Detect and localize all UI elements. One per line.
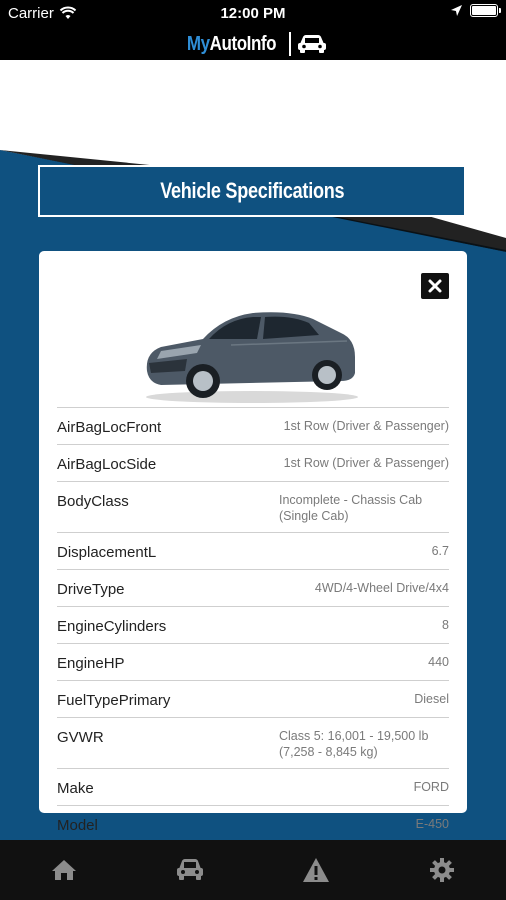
spec-label: FuelTypePrimary bbox=[57, 692, 171, 709]
spec-row bbox=[57, 407, 449, 444]
status-time: 12:00 PM bbox=[220, 5, 286, 22]
spec-label: AirBagLocFront bbox=[57, 419, 162, 436]
specs-list bbox=[57, 407, 449, 842]
spec-row bbox=[57, 569, 449, 606]
page-title: Vehicle Specifications bbox=[159, 178, 345, 203]
spec-row bbox=[57, 532, 449, 569]
spec-row bbox=[57, 444, 449, 481]
logo-text: MyAutoInfo bbox=[186, 32, 276, 55]
spec-row bbox=[57, 717, 449, 768]
spec-value: 4WD/4-Wheel Drive/4x4 bbox=[314, 581, 449, 595]
bottom-tab-bar bbox=[0, 840, 506, 900]
spec-row bbox=[57, 481, 449, 532]
app-logo bbox=[0, 30, 506, 58]
tab-alerts[interactable] bbox=[294, 848, 338, 892]
spec-value: 1st Row (Driver & Passenger) bbox=[283, 419, 449, 433]
top-bar bbox=[0, 0, 506, 60]
spec-value: 440 bbox=[428, 655, 449, 669]
spec-label: AirBagLocSide bbox=[57, 456, 157, 473]
spec-label: DisplacementL bbox=[57, 544, 157, 561]
battery-icon bbox=[470, 4, 498, 17]
spec-label: Make bbox=[57, 780, 94, 797]
spec-label: DriveType bbox=[57, 581, 125, 598]
close-button[interactable] bbox=[421, 273, 449, 299]
car-image bbox=[141, 301, 363, 405]
logo-car-icon bbox=[297, 34, 327, 54]
location-arrow-icon bbox=[451, 5, 462, 16]
carrier-label: Carrier bbox=[8, 5, 54, 22]
spec-value: 8 bbox=[442, 618, 449, 632]
car-icon bbox=[175, 858, 205, 882]
spec-value: Incomplete - Chassis Cab (Single Cab) bbox=[279, 493, 423, 523]
spec-label: EngineCylinders bbox=[57, 618, 167, 635]
spec-value: 6.7 bbox=[431, 544, 449, 558]
tab-settings[interactable] bbox=[420, 848, 464, 892]
home-icon bbox=[51, 858, 77, 882]
spec-value: E-450 bbox=[415, 817, 449, 831]
status-right bbox=[451, 4, 498, 17]
spec-row bbox=[57, 643, 449, 680]
spec-value: Class 5: 16,001 - 19,500 lb (7,258 - 8,845 kg) bbox=[279, 729, 429, 759]
spec-value: 1st Row (Driver & Passenger) bbox=[283, 456, 449, 470]
spec-value: FORD bbox=[413, 780, 449, 794]
tab-home[interactable] bbox=[42, 848, 86, 892]
warning-icon bbox=[302, 857, 330, 883]
spec-label: BodyClass bbox=[57, 493, 129, 510]
logo-divider bbox=[289, 32, 291, 56]
spec-label: GVWR bbox=[57, 729, 104, 746]
gear-icon bbox=[429, 857, 455, 883]
spec-row bbox=[57, 805, 449, 842]
tab-vehicle[interactable] bbox=[168, 848, 212, 892]
spec-label: Model bbox=[57, 817, 98, 834]
spec-row bbox=[57, 606, 449, 643]
close-icon bbox=[428, 279, 442, 293]
spec-row bbox=[57, 680, 449, 717]
specs-card bbox=[39, 251, 467, 834]
spec-row bbox=[57, 768, 449, 805]
page-title-banner bbox=[38, 165, 466, 217]
spec-value: Diesel bbox=[414, 692, 449, 706]
status-bar bbox=[0, 0, 506, 28]
spec-label: EngineHP bbox=[57, 655, 125, 672]
